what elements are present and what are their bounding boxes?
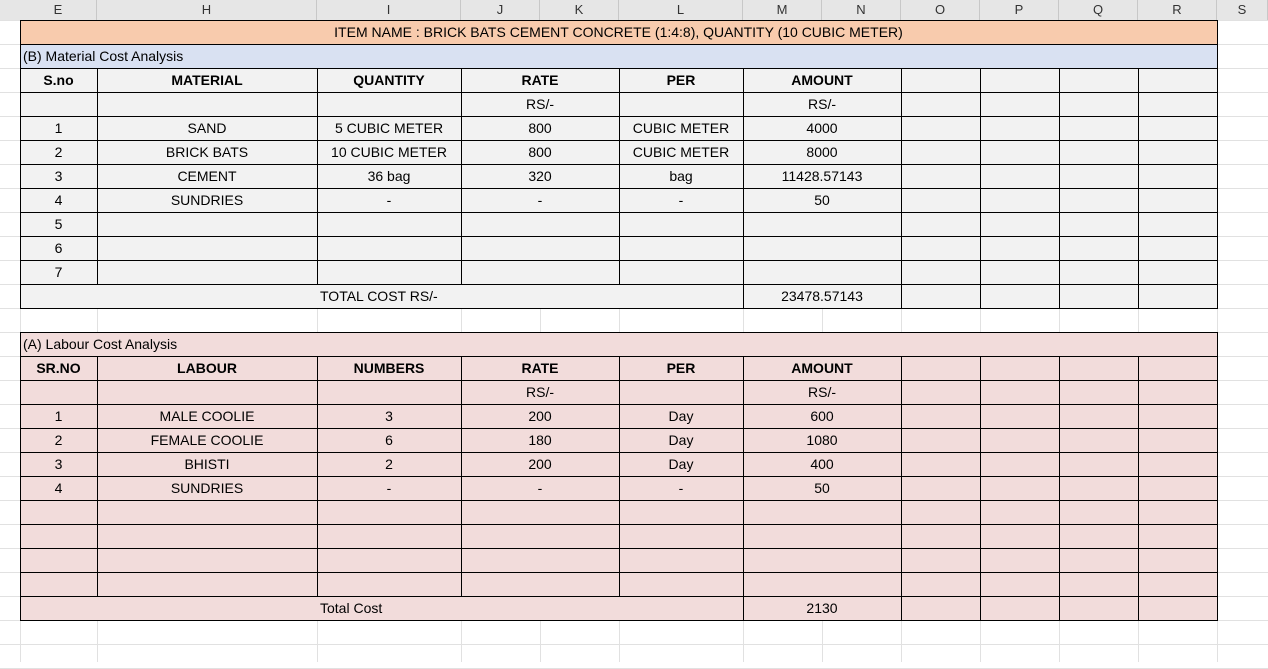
material-cell-amount: 8000: [806, 144, 838, 160]
material-header-qty: QUANTITY: [353, 72, 425, 88]
cell-border: [1138, 284, 1139, 309]
labour-header-qty: NUMBERS: [353, 360, 425, 376]
cell-border: [1217, 68, 1218, 285]
labour-cell-amount: [743, 549, 901, 571]
item-title: ITEM NAME : BRICK BATS CEMENT CONCRETE (1:4:8), QUANTITY (10 CUBIC METER): [334, 24, 903, 40]
material-cell-qty: [317, 237, 461, 259]
column-header-r[interactable]: R: [1138, 0, 1217, 20]
labour-total-label: Total Cost: [320, 600, 383, 616]
labour-cell-sno: [20, 501, 97, 523]
column-header-n[interactable]: N: [822, 0, 901, 20]
labour-cell-rate: [461, 549, 619, 571]
labour-cell-per: -: [678, 480, 684, 496]
material-cell-rate: [461, 237, 619, 259]
material-cell-rate: 320: [528, 168, 552, 184]
labour-rate-unit: RS/-: [526, 384, 554, 400]
material-cell-rate: [461, 261, 619, 283]
material-header-amount: AMOUNT: [791, 72, 853, 88]
labour-cell-per: [619, 573, 743, 595]
material-cell-name: BRICK BATS: [165, 144, 249, 160]
column-header-l[interactable]: L: [619, 0, 743, 20]
cell-border: [1059, 356, 1060, 597]
labour-total-value: 2130: [806, 600, 838, 616]
cell-border: [1138, 356, 1139, 597]
labour-cell-per: Day: [668, 432, 694, 448]
column-header-s[interactable]: S: [1217, 0, 1268, 20]
labour-cell-per: Day: [668, 408, 694, 424]
labour-cell-name: [97, 549, 317, 571]
labour-cell-qty: -: [386, 480, 392, 496]
material-cell-name: [97, 213, 317, 235]
material-total-value: 23478.57143: [781, 288, 863, 304]
column-header-o[interactable]: O: [901, 0, 980, 20]
labour-cell-sno: 4: [54, 480, 63, 496]
material-cell-name: [97, 261, 317, 283]
material-header-per: PER: [666, 72, 696, 88]
cell-border: [20, 308, 1218, 309]
material-cell-amount: [743, 213, 901, 235]
material-amount-unit: RS/-: [808, 96, 836, 112]
material-cell-amount: 50: [814, 192, 830, 208]
labour-cell-sno: [20, 573, 97, 595]
labour-cell-amount: 400: [810, 456, 834, 472]
material-cell-name: SAND: [187, 120, 227, 136]
material-cell-per: bag: [669, 168, 693, 184]
cell-border: [901, 596, 902, 621]
material-cell-rate: [461, 213, 619, 235]
material-cell-per: CUBIC METER: [632, 120, 730, 136]
material-cell-amount: [743, 237, 901, 259]
labour-cell-qty: 6: [385, 432, 393, 448]
labour-cell-amount: [743, 525, 901, 547]
labour-cell-name: [97, 525, 317, 547]
cell-border: [1217, 356, 1218, 597]
labour-cell-qty: [317, 525, 461, 547]
labour-cell-sno: [20, 549, 97, 571]
column-header-p[interactable]: P: [980, 0, 1059, 20]
labour-cell-name: [97, 573, 317, 595]
cell-border: [1138, 596, 1139, 621]
labour-cell-amount: [743, 501, 901, 523]
column-header-k[interactable]: K: [540, 0, 619, 20]
material-heading: (B) Material Cost Analysis: [23, 48, 184, 64]
labour-header-sno: SR.NO: [36, 360, 81, 376]
material-cell-qty: [317, 261, 461, 283]
material-cell-qty: 5 CUBIC METER: [334, 120, 444, 136]
material-cell-per: -: [678, 192, 684, 208]
labour-amount-unit: RS/-: [808, 384, 836, 400]
cell-border: [20, 620, 1218, 621]
labour-cell-per: [619, 501, 743, 523]
cell-border: [1059, 68, 1060, 285]
labour-cell-name: MALE COOLIE: [159, 408, 255, 424]
material-cell-per: [619, 261, 743, 283]
labour-cell-sno: 1: [54, 408, 63, 424]
material-cell-sno: 1: [54, 120, 63, 136]
material-total-label: TOTAL COST RS/-: [320, 288, 438, 304]
labour-cell-amount: 50: [814, 480, 830, 496]
material-header-name: MATERIAL: [171, 72, 243, 88]
labour-cell-qty: 2: [385, 456, 393, 472]
column-header-h[interactable]: H: [97, 0, 317, 20]
material-cell-sno: 2: [54, 144, 63, 160]
labour-cell-qty: [317, 573, 461, 595]
labour-cell-sno: 3: [54, 456, 63, 472]
labour-cell-qty: 3: [385, 408, 393, 424]
material-cell-sno: 5: [54, 216, 63, 232]
labour-header-amount: AMOUNT: [791, 360, 853, 376]
material-cell-amount: 11428.57143: [781, 168, 863, 184]
column-header-m[interactable]: M: [743, 0, 822, 20]
cell-border: [1059, 596, 1060, 621]
labour-cell-sno: [20, 525, 97, 547]
column-header-q[interactable]: Q: [1059, 0, 1138, 20]
material-cell-sno: 6: [54, 240, 63, 256]
labour-cell-rate: 180: [528, 432, 552, 448]
cell-border: [1138, 68, 1139, 285]
material-cell-sno: 4: [54, 192, 63, 208]
labour-cell-rate: 200: [528, 456, 552, 472]
labour-cell-name: FEMALE COOLIE: [150, 432, 264, 448]
cell-border: [901, 356, 902, 597]
grid-row-line: [0, 644, 1268, 645]
labour-cell-per: [619, 549, 743, 571]
labour-cell-amount: 600: [810, 408, 834, 424]
labour-cell-sno: 2: [54, 432, 63, 448]
material-cell-qty: 36 bag: [367, 168, 411, 184]
column-header-i[interactable]: I: [317, 0, 461, 20]
labour-header-rate: RATE: [521, 360, 559, 376]
material-cell-sno: 3: [54, 168, 63, 184]
labour-cell-name: BHISTI: [184, 456, 230, 472]
material-header-sno: S.no: [43, 72, 74, 88]
cell-border: [901, 284, 902, 309]
material-cell-rate: 800: [528, 120, 552, 136]
material-cell-name: SUNDRIES: [170, 192, 244, 208]
labour-cell-rate: 200: [528, 408, 552, 424]
material-rate-unit: RS/-: [526, 96, 554, 112]
labour-cell-qty: [317, 549, 461, 571]
cell-border: [980, 284, 981, 309]
cell-border: [1059, 284, 1060, 309]
labour-cell-per: [619, 525, 743, 547]
material-cell-sno: 7: [54, 264, 63, 280]
material-cell-name: CEMENT: [177, 168, 237, 184]
labour-cell-rate: -: [537, 480, 543, 496]
material-cell-qty: [317, 213, 461, 235]
material-cell-amount: [743, 261, 901, 283]
labour-header-per: PER: [666, 360, 696, 376]
cell-border: [901, 68, 902, 285]
labour-cell-name: SUNDRIES: [170, 480, 244, 496]
labour-cell-amount: [743, 573, 901, 595]
cell-border: [980, 596, 981, 621]
material-cell-amount: 4000: [806, 120, 838, 136]
material-header-rate: RATE: [521, 72, 559, 88]
labour-cell-amount: 1080: [806, 432, 838, 448]
material-cell-qty: 10 CUBIC METER: [331, 144, 447, 160]
material-cell-per: [619, 237, 743, 259]
labour-cell-name: [97, 501, 317, 523]
material-cell-rate: 800: [528, 144, 552, 160]
cell-border: [980, 68, 981, 285]
column-header-j[interactable]: J: [461, 0, 540, 20]
labour-cell-rate: [461, 525, 619, 547]
cell-border: [1217, 20, 1218, 45]
labour-cell-rate: [461, 501, 619, 523]
labour-cell-rate: [461, 573, 619, 595]
cell-border: [980, 356, 981, 597]
labour-cell-per: Day: [668, 456, 694, 472]
column-header-e[interactable]: E: [20, 0, 97, 20]
material-cell-rate: -: [537, 192, 543, 208]
labour-heading: (A) Labour Cost Analysis: [23, 336, 178, 352]
material-cell-qty: -: [386, 192, 392, 208]
material-cell-per: [619, 213, 743, 235]
material-cell-name: [97, 237, 317, 259]
labour-cell-qty: [317, 501, 461, 523]
material-cell-per: CUBIC METER: [632, 144, 730, 160]
labour-header-name: LABOUR: [177, 360, 237, 376]
